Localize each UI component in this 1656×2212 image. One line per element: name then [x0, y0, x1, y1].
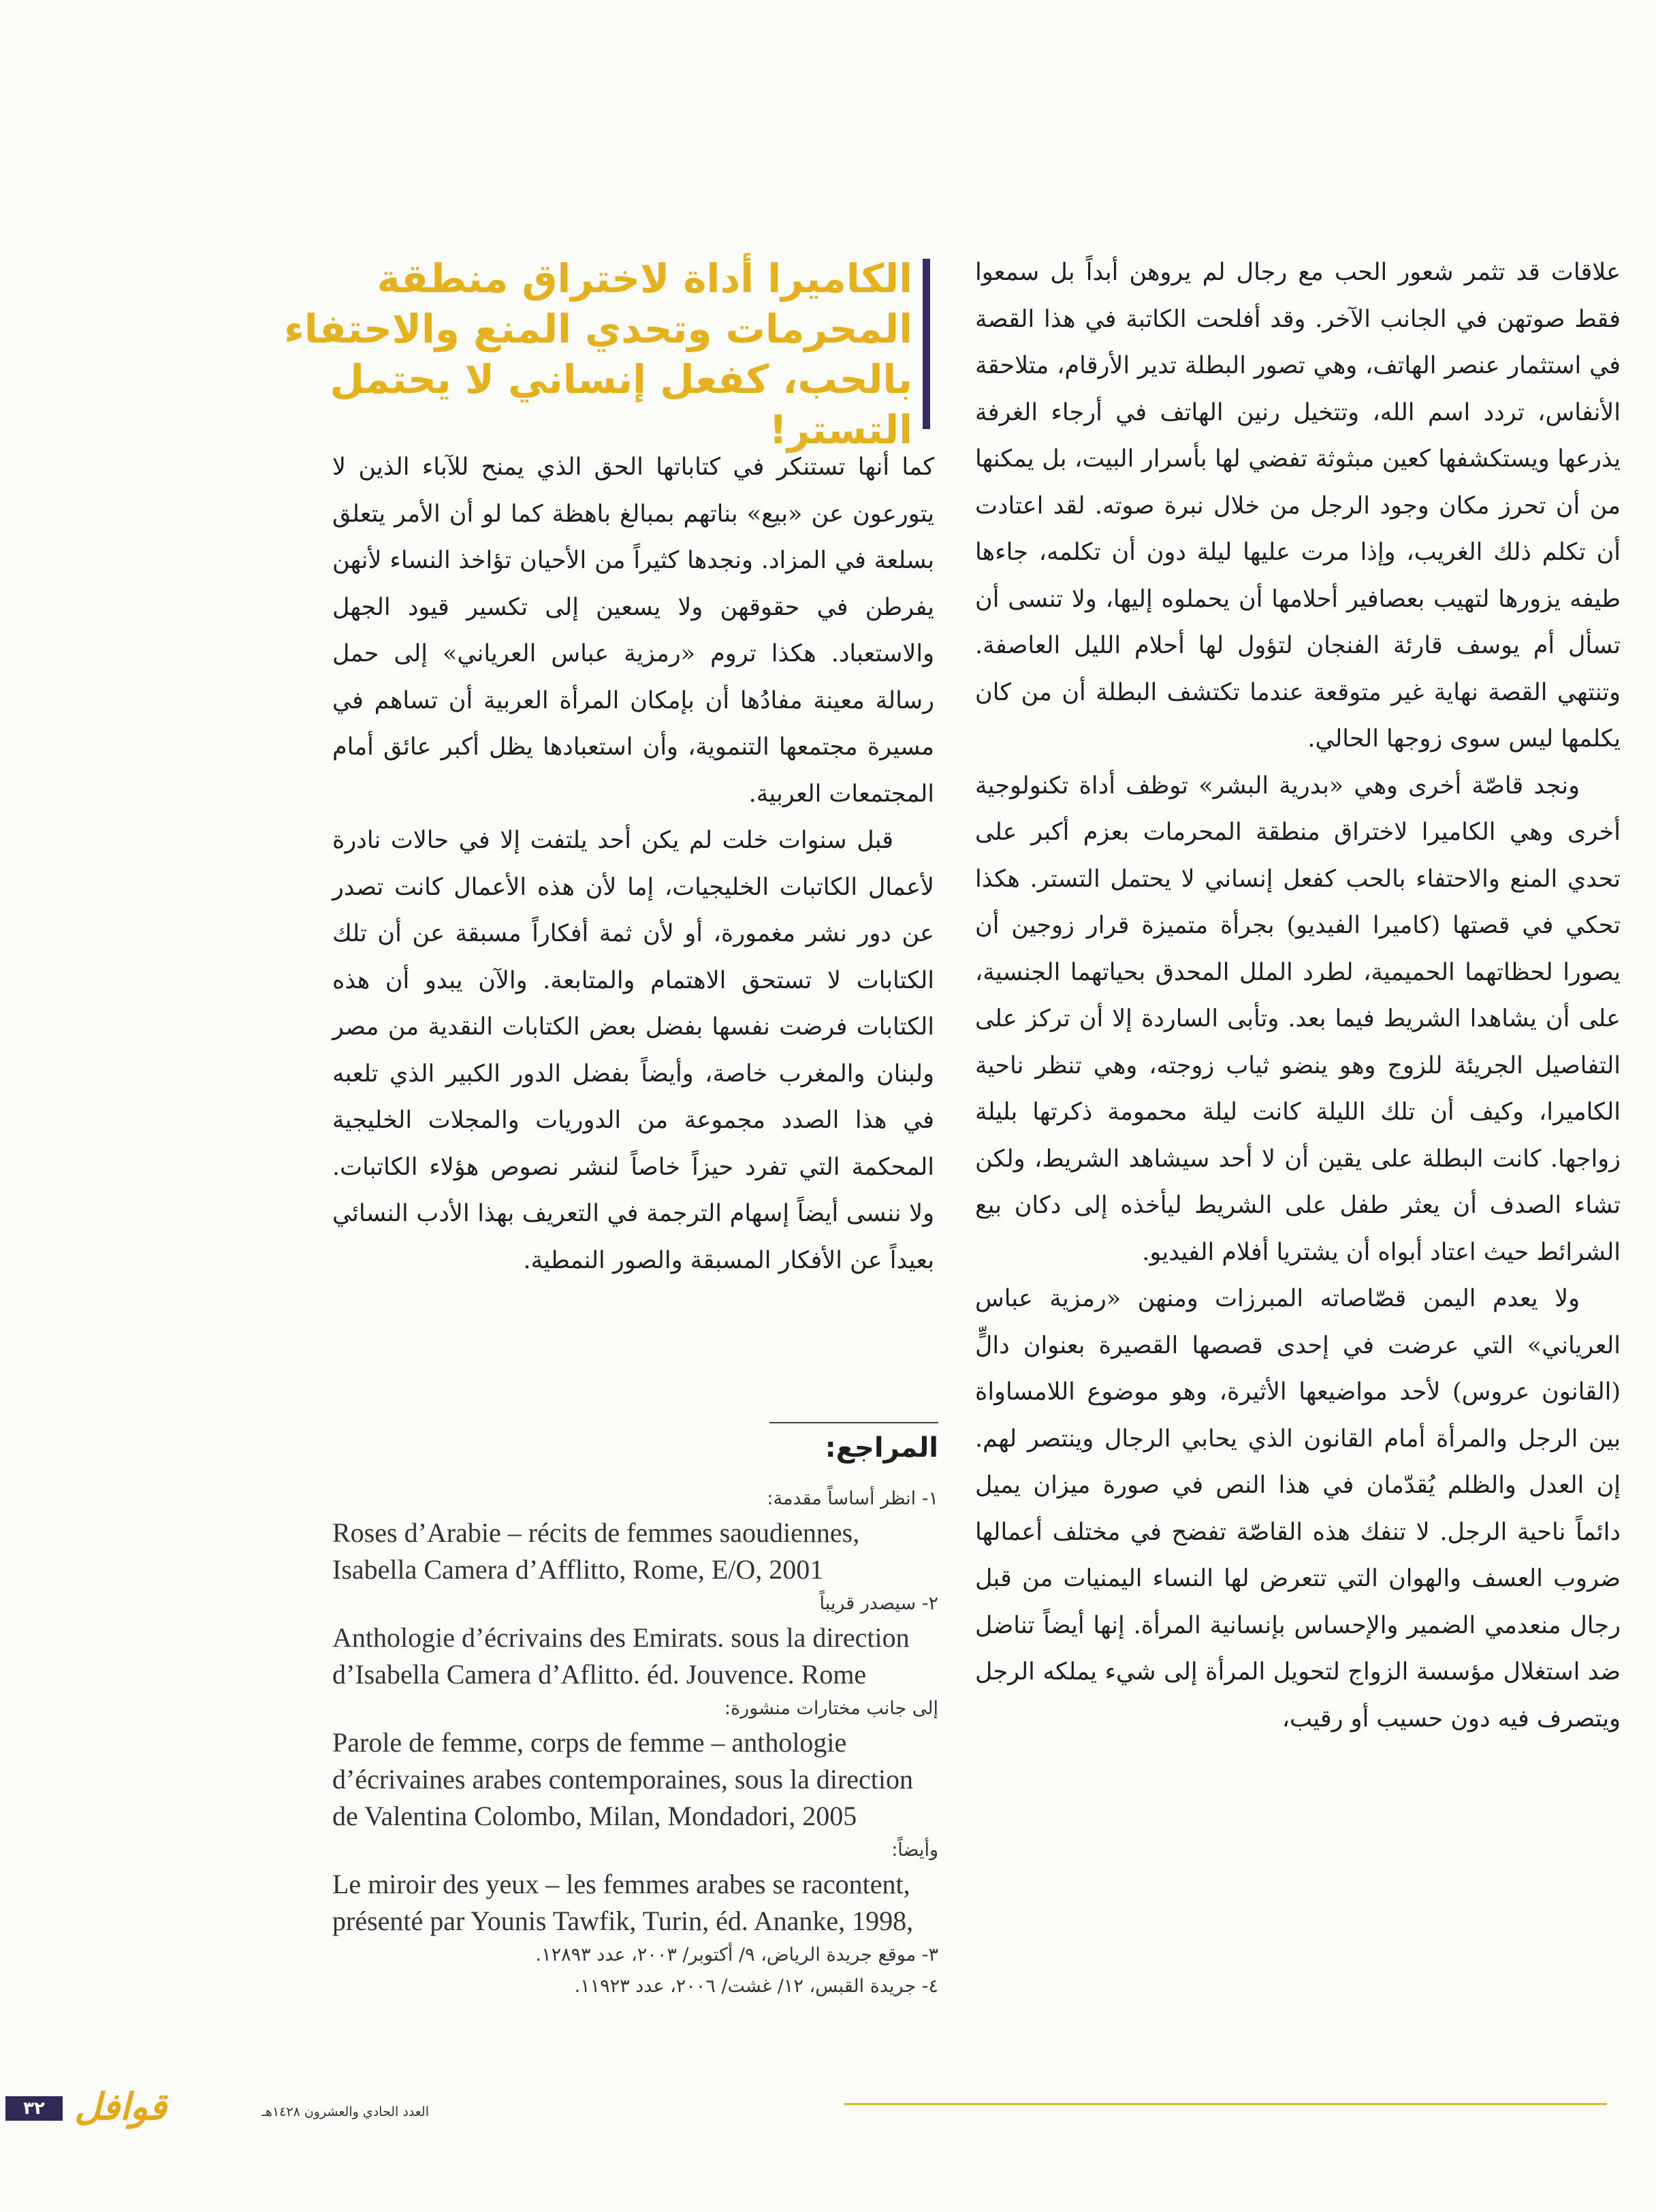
reference-item — [332, 1693, 938, 1835]
references-list — [332, 1483, 938, 2002]
references-title: المراجع: — [825, 1432, 938, 1464]
reference-line: Roses d’Arabie – récits de femmes saoudiennes, — [332, 1517, 860, 1548]
reference-line: Anthologie d’écrivains des Emirats. sous la direction — [332, 1622, 910, 1653]
paragraph: كما أنها تستنكر في كتاباتها الحق الذي يمنح للآباء الذين لا يتورعون عن «بيع» بناتهم بمبالغ باهظة كما لو أن الأمر يتعلق بسلعة في المزاد. ونجدها كثيراً من الأحيان تؤاخذ النساء لأنهن يفرطن في حقوقهن ولا يسعين إلى تكسير قيود الجهل والاستعباد. هكذا تروم «رمزية عباس العرياني» إلى حمل رسالة معينة مفادُها أن بإمكان المرأة العربية أن تساهم في مسيرة مجتمعها التنموية، وأن استعبادها يظل أكبر عائق أمام المجتمعات العربية. — [332, 454, 934, 808]
reference-label: إلى جانب مختارات منشورة: — [724, 1698, 938, 1719]
article-column-left — [332, 444, 934, 1284]
reference-label: وأيضاً: — [891, 1839, 938, 1861]
reference-line: Parole de femme, corps de femme – anthologie — [332, 1727, 847, 1758]
page-number: ٣٢ — [5, 2096, 63, 2121]
paragraph: ونجد قاصّة أخرى وهي «بدرية البشر» توظف أداة تكنولوجية أخرى وهي الكاميرا لاختراق منطقة المحرمات بعزم أكبر على تحدي المنع والاحتفاء بالحب كفعل إنساني لا يحتمل التستر. هكذا تحكي في قصتها (كاميرا الفيديو) بجرأة متميزة قرار زوجين أن يصورا لحظاتهما الحميمية، لطرد الملل المحدق بحياتهما الجنسية، على أن يشاهدا الشريط فيما بعد. وتأبى الساردة إلا أن تركز على التفاصيل الجريئة للزوج وهو ينضو ثياب زوجته، وهي تنظر ناحية الكاميرا، وكيف أن تلك الليلة كانت ليلة محمومة ذكرتها بليلة زواجها. كانت البطلة على يقين أن لا أحد سيشاهد الشريط، ولكن تشاء الصدف أن يعثر طفل على الشريط ليأخذه إلى دكان بيع الشرائط حيث اعتاد أبواه أن يشتريا أفلام الفيديو. — [975, 772, 1621, 1266]
reference-line: Isabella Camera d’Afflitto, Rome, E/O, 2001 — [332, 1554, 824, 1585]
paragraph: قبل سنوات خلت لم يكن أحد يلتفت إلا في حالات نادرة لأعمال الكاتبات الخليجيات، إما لأن هذه الأعمال كانت تصدر عن دور نشر مغمورة، أو لأن ثمة أفكاراً مسبقة عن أن تلك الكتابات لا تستحق الاهتمام والمتابعة. والآن يبدو أن هذه الكتابات فرضت نفسها بفضل بعض الكتابات النقدية من مصر ولبنان والمغرب خاصة، وأيضاً بفضل الدور الكبير الذي تلعبه في هذا الصدد مجموعة من الدوريات والمجلات الخليجية المحكمة التي تفرد حيزاً خاصاً لنشر نصوص هؤلاء الكاتبات. ولا ننسى أيضاً إسهام الترجمة في التعريف بهذا الأدب النسائي بعيداً عن الأفكار المسبقة والصور النمطية. — [332, 827, 934, 1274]
reference-item — [332, 1483, 938, 1588]
reference-line: Le miroir des yeux – les femmes arabes se racontent, — [332, 1869, 910, 1899]
reference-note: ٤- جريدة القبس، ١٢/ غشت/ ٢٠٠٦، عدد ١١٩٢٣. — [574, 1976, 938, 1997]
reference-label: ٢- سيصدر قريباً — [819, 1593, 938, 1614]
reference-line: d’écrivaines arabes contemporaines, sous la direction — [332, 1764, 914, 1795]
reference-item — [332, 1588, 938, 1693]
issue-label: العدد الحادي والعشرون ١٤٢٨هـ — [261, 2104, 429, 2119]
pull-quote-headline: الكاميرا أداة لاختراق منطقة المحرمات وتحدي المنع والاحتفاء بالحب، كفعل إنساني لا يحتمل التستر! — [284, 255, 912, 453]
paragraph: علاقات قد تثمر شعور الحب مع رجال لم يروهن أبداً بل سمعوا فقط صوتهن في الجانب الآخر. وقد أفلحت الكاتبة في هذا القصة في استثمار عنصر الهاتف، وهي تصور البطلة تدير الأرقام، متلاحقة الأنفاس، تردد اسم الله، وتتخيل رنين الهاتف في أرجاء الغرفة يذرعها ويستكشفها كعين مبثوثة تفضي لها بأسرار البيت، بل يمكنها من أن تحرز مكان وجود الرجل من خلال نبرة صوته. لقد اعتادت أن تكلم ذلك الغريب، وإذا مرت عليها ليلة دون أن تكلمه، جاءها طيفه يزورها لتهيب بعصافير أحلامها أن يحملوه إليها، ولا تنسى أن تسأل أم يوسف قارئة الفنجان لتؤول لها أحلام الليل العاصفة. وتنتهي القصة نهاية غير متوقعة عندما تكتشف البطلة أن من كان يكلمها ليس سوى زوجها الحالي. — [975, 259, 1621, 753]
reference-label: ١- انظر أساساً مقدمة: — [767, 1488, 938, 1509]
magazine-logo: قوافل — [74, 2085, 167, 2128]
paragraph: ولا يعدم اليمن قصّاصاته المبرزات ومنهن «رمزية عباس العرياني» التي عرضت في إحدى قصصها القصيرة بعنوان دالٍّ (القانون عروس) لأحد مواضيعها الأثيرة، وهو موضوع اللامساواة بين الرجل والمرأة أمام القانون الذي يحابي الرجال وينتصر لهم. إن العدل والظلم يُقدّمان في هذا النص في صورة ميزان يميل دائماً ناحية الرجل. لا تنفك هذه القاصّة تفضح في مختلف أعمالها ضروب العسف والهوان التي تتعرض لها النساء اليمنيات من قبل رجال منعدمي الضمير والإحساس بإنسانية المرأة. إنها أيضاً تناضل ضد استغلال مؤسسة الزواج لتحويل المرأة إلى شيء يملكه الرجل ويتصرف فيه دون حسيب أو رقيب، — [975, 1285, 1621, 1733]
reference-line: présenté par Younis Tawfik, Turin, éd. Ananke, 1998, — [332, 1906, 914, 1936]
reference-item — [332, 1835, 938, 1940]
article-column-right — [975, 249, 1621, 1742]
references-divider — [769, 1422, 938, 1423]
headline-accent-bar — [923, 259, 930, 429]
reference-line: d’Isabella Camera d’Aflitto. éd. Jouvence. Rome — [332, 1659, 867, 1690]
footer-rule — [844, 2103, 1607, 2105]
reference-note: ٣- موقع جريدة الرياض، ٩/ أكتوبر/ ٢٠٠٣، عدد ١٢٨٩٣. — [535, 1944, 938, 1965]
reference-line: de Valentina Colombo, Milan, Mondadori, 2005 — [332, 1801, 857, 1831]
